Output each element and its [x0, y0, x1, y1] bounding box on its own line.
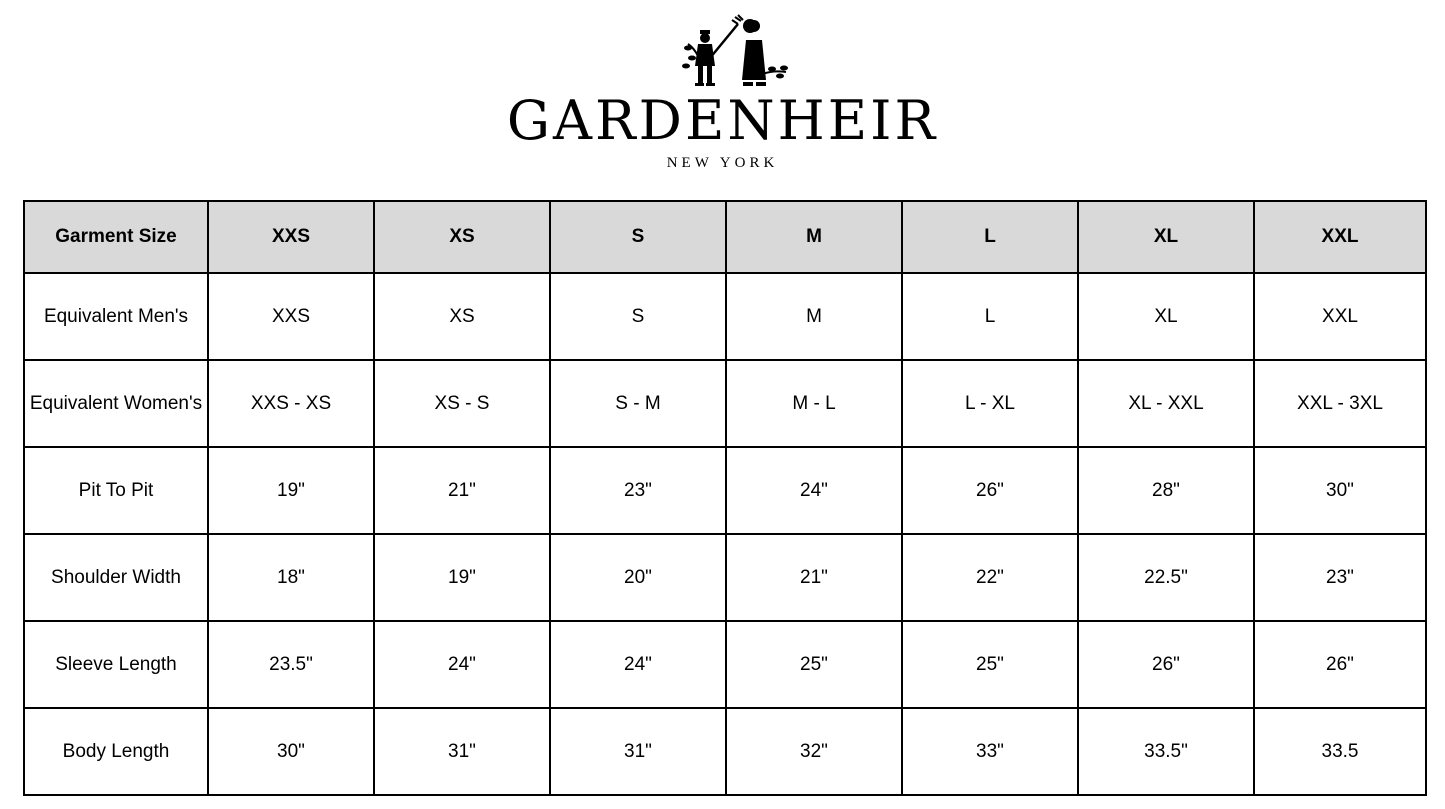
table-cell: 30" — [208, 708, 374, 795]
table-cell: 23" — [1254, 534, 1426, 621]
table-cell: M - L — [726, 360, 902, 447]
table-cell: 25" — [726, 621, 902, 708]
table-cell: 25" — [902, 621, 1078, 708]
brand-tagline: NEW YORK — [666, 155, 779, 171]
header-cell-size: M — [726, 201, 902, 273]
row-label: Equivalent Women's — [24, 360, 208, 447]
table-cell: XXS - XS — [208, 360, 374, 447]
header-cell-label: Garment Size — [24, 201, 208, 273]
table-cell: 24" — [374, 621, 550, 708]
table-row — [24, 534, 1426, 621]
header-cell-size: XS — [374, 201, 550, 273]
table-cell: 30" — [1254, 447, 1426, 534]
header-cell-size: XXS — [208, 201, 374, 273]
header-cell-size: XL — [1078, 201, 1254, 273]
row-label: Pit To Pit — [24, 447, 208, 534]
table-cell: XXL — [1254, 273, 1426, 360]
table-cell: 23" — [550, 447, 726, 534]
table-cell: 33" — [902, 708, 1078, 795]
table-cell: 28" — [1078, 447, 1254, 534]
table-cell: 24" — [726, 447, 902, 534]
table-cell: 18" — [208, 534, 374, 621]
table-cell: 26" — [902, 447, 1078, 534]
table-row — [24, 447, 1426, 534]
table-cell: 21" — [726, 534, 902, 621]
table-cell: L - XL — [902, 360, 1078, 447]
table-cell: 23.5" — [208, 621, 374, 708]
table-row — [24, 360, 1426, 447]
table-cell: 33.5" — [1078, 708, 1254, 795]
table-row — [24, 708, 1426, 795]
table-cell: XXS — [208, 273, 374, 360]
brand-wordmark: GARDENHEIR — [506, 89, 939, 152]
header-row — [24, 201, 1426, 273]
row-label: Equivalent Men's — [24, 273, 208, 360]
header-cell-size: L — [902, 201, 1078, 273]
table-cell: M — [726, 273, 902, 360]
table-cell: 24" — [550, 621, 726, 708]
table-cell: 19" — [208, 447, 374, 534]
table-cell: 33.5 — [1254, 708, 1426, 795]
table-cell: XXL - 3XL — [1254, 360, 1426, 447]
table-cell: XL - XXL — [1078, 360, 1254, 447]
size-chart-table — [23, 200, 1427, 796]
table-cell: 26" — [1254, 621, 1426, 708]
table-cell: 26" — [1078, 621, 1254, 708]
table-cell: 20" — [550, 534, 726, 621]
table-cell: L — [902, 273, 1078, 360]
table-cell: 22" — [902, 534, 1078, 621]
table-cell: 31" — [374, 708, 550, 795]
table-cell: XS — [374, 273, 550, 360]
table-cell: XL — [1078, 273, 1254, 360]
table-row — [24, 273, 1426, 360]
row-label: Body Length — [24, 708, 208, 795]
table-cell: 22.5" — [1078, 534, 1254, 621]
table-row — [24, 621, 1426, 708]
header-cell-size: XXL — [1254, 201, 1426, 273]
table-cell: 32" — [726, 708, 902, 795]
table-cell: 19" — [374, 534, 550, 621]
table-cell: 31" — [550, 708, 726, 795]
brand-header — [0, 0, 1445, 190]
table-cell: XS - S — [374, 360, 550, 447]
row-label: Shoulder Width — [24, 534, 208, 621]
row-label: Sleeve Length — [24, 621, 208, 708]
header-cell-size: S — [550, 201, 726, 273]
table-cell: S - M — [550, 360, 726, 447]
gardener-figures-icon — [680, 14, 790, 90]
table-cell: 21" — [374, 447, 550, 534]
table-cell: S — [550, 273, 726, 360]
